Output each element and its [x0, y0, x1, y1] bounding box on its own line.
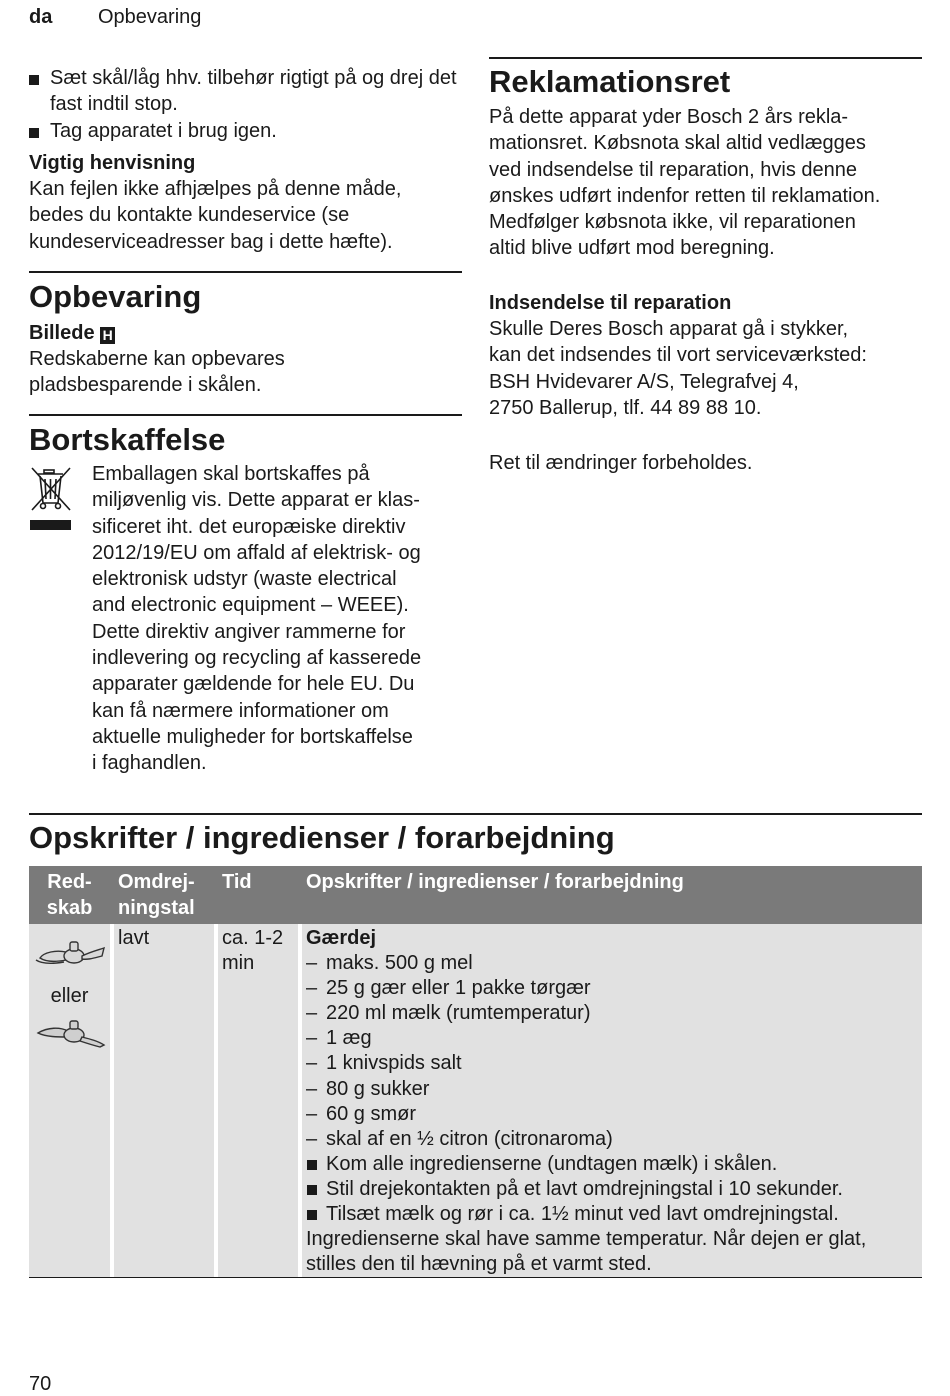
warranty-heading: Reklamationsret	[489, 64, 731, 99]
note-text	[29, 176, 469, 255]
disposal-line: 2012/19/EU om affald af elektrisk- og	[92, 541, 421, 564]
disclaimer: Ret til ændringer forbeholdes.	[489, 452, 753, 474]
disposal-text	[92, 461, 467, 777]
warranty-line: ved indsendelse til reparation, hvis denne	[489, 158, 858, 181]
instruction-step: Kom alle ingredienserne (undtagen mælk) i skålen.	[306, 1152, 918, 1177]
note-title: Vigtig henvisning	[29, 152, 196, 174]
ingredient-item: – skal af en ½ citron (citronaroma)	[306, 1127, 918, 1152]
storage-text	[29, 346, 285, 399]
section-divider	[29, 813, 922, 815]
col-header-time: Tid	[216, 866, 300, 924]
col-header-recipe: Opskrifter / ingredienser / forarbejdning	[300, 866, 922, 924]
recipe-note-line: Ingredienserne skal have samme temperatur. Når dejen er glat,	[306, 1228, 867, 1251]
repair-heading: Indsendelse til reparation	[489, 292, 732, 314]
step-item: Sæt skål/låg hhv. tilbehør rigtigt på og drej det fast indtil stop.	[29, 65, 469, 118]
col-header-text: skab	[46, 897, 93, 919]
instruction-step: Tilsæt mælk og rør i ca. 1½ minut ved lavt omdrejningstal.	[306, 1202, 918, 1227]
tool-alternative: eller	[50, 985, 89, 1007]
note-line: kundeserviceadresser bag i dette hæfte).	[29, 230, 393, 253]
warranty-line: På dette apparat yder Bosch 2 års rekla-	[489, 106, 849, 128]
disposal-line: elektronisk udstyr (waste electrical	[92, 568, 397, 591]
note-line: bedes du kontakte kundeservice (se	[29, 204, 350, 227]
disposal-line: kan få nærmere informationer om	[92, 699, 389, 722]
ingredient-item: – 1 æg	[306, 1026, 918, 1051]
language-code: da	[29, 6, 53, 28]
disposal-heading: Bortskaffelse	[29, 422, 226, 457]
recipe-name: Gærdej	[306, 927, 377, 949]
col-header-tool	[29, 866, 112, 924]
disposal-line: Dette direktiv angiver rammerne for	[92, 620, 406, 643]
recipe-note-line: stilles den til hævning på et varmt sted.	[306, 1253, 652, 1276]
table-bottom-rule	[29, 1277, 922, 1278]
disposal-line: apparater gældende for hele EU. Du	[92, 673, 415, 696]
ingredient-item: – 1 knivspids salt	[306, 1051, 918, 1076]
ingredient-item: – 80 g sukker	[306, 1077, 918, 1102]
figure-reference	[29, 320, 115, 346]
recipes-heading: Opskrifter / ingredienser / forarbejdning	[29, 820, 615, 855]
col-header-text: Omdrej-	[118, 871, 195, 893]
disposal-line: i faghandlen.	[92, 752, 207, 775]
warranty-line: ønskes udført indenfor retten til reklamation.	[489, 184, 881, 207]
kneading-blade-icon	[34, 1017, 106, 1053]
note-line: Kan fejlen ikke afhjælpes på denne måde,	[29, 178, 402, 200]
table-header-row	[29, 866, 922, 924]
repair-line: kan det indsendes til vort serviceværksted:	[489, 344, 867, 367]
time-cell	[216, 924, 300, 1277]
storage-heading: Opbevaring	[29, 279, 202, 314]
warranty-line: mationsret. Købsnota skal altid vedlægges	[489, 132, 866, 155]
running-header: Opbevaring	[98, 6, 202, 28]
recipe-table	[29, 866, 922, 1277]
col-header-text: Red-	[47, 871, 92, 893]
speed-cell: lavt	[112, 924, 216, 1277]
storage-line: pladsbesparende i skålen.	[29, 374, 262, 397]
table-row	[29, 924, 922, 1277]
warranty-line: altid blive udført mod beregning.	[489, 237, 775, 260]
disposal-line: indlevering og recycling af kasserede	[92, 647, 422, 670]
time-unit: min	[222, 952, 255, 975]
warranty-text	[489, 104, 934, 262]
section-divider	[489, 57, 922, 59]
disposal-line: aktuelle muligheder for bortskaffelse	[92, 725, 413, 748]
disposal-line: and electronic equipment – WEEE).	[92, 594, 409, 617]
ingredient-item: – maks. 500 g mel	[306, 951, 918, 976]
col-header-speed	[112, 866, 216, 924]
ingredient-item: – 220 ml mælk (rumtemperatur)	[306, 1001, 918, 1026]
weee-crossed-bin-icon	[29, 466, 73, 534]
repair-line: 2750 Ballerup, tlf. 44 89 88 10.	[489, 396, 762, 419]
repair-line: Skulle Deres Bosch apparat gå i stykker,	[489, 318, 849, 340]
kneading-hook-icon	[34, 936, 106, 972]
figure-label: Billede	[29, 322, 95, 344]
ingredient-item: – 25 g gær eller 1 pakke tørgær	[306, 976, 918, 1001]
section-divider	[29, 414, 462, 416]
step-item: Tag apparatet i brug igen.	[29, 118, 469, 144]
page-number: 70	[29, 1373, 52, 1395]
disposal-line: miljøvenlig vis. Dette apparat er klas-	[92, 489, 420, 512]
col-header-text: ningstal	[118, 897, 195, 919]
figure-letter-badge: H	[100, 327, 115, 344]
disposal-line: sificeret iht. det europæiske direktiv	[92, 515, 406, 538]
section-divider	[29, 271, 462, 273]
tool-cell	[29, 924, 112, 1277]
recipe-cell	[300, 924, 922, 1277]
repair-line: BSH Hvidevarer A/S, Telegrafvej 4,	[489, 370, 799, 393]
steps-list	[29, 65, 469, 144]
disposal-line: Emballagen skal bortskaffes på	[92, 463, 370, 485]
instruction-step: Stil drejekontakten på et lavt omdrejningstal i 10 sekunder.	[306, 1177, 918, 1202]
ingredient-item: – 60 g smør	[306, 1102, 918, 1127]
warranty-line: Medfølger købsnota ikke, vil reparationen	[489, 211, 856, 234]
repair-text	[489, 316, 934, 421]
time-value: ca. 1-2	[222, 927, 284, 949]
storage-line: Redskaberne kan opbevares	[29, 348, 285, 370]
